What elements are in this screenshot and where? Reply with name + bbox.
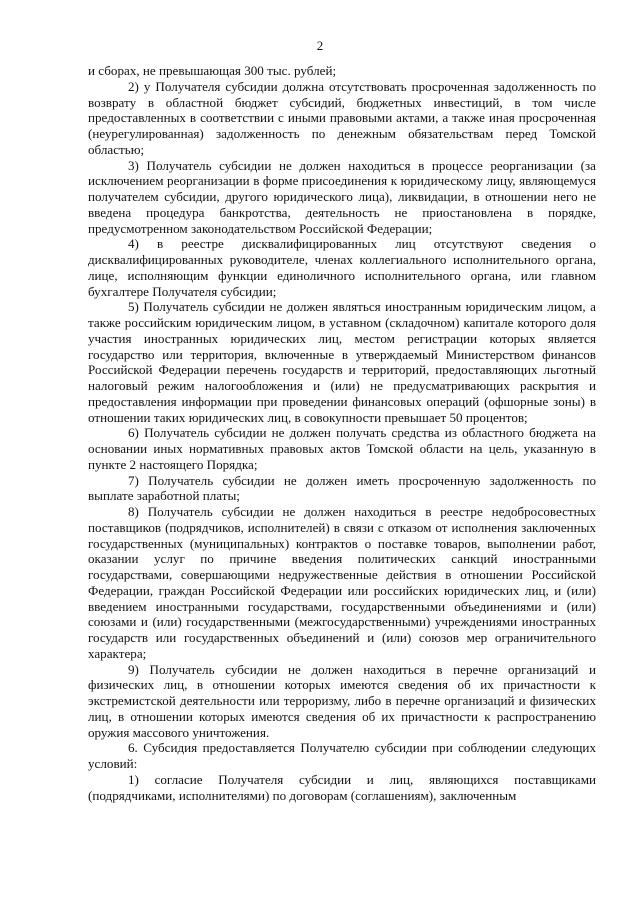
paragraph-item-9: 9) Получатель субсидии не должен находиться в перечне организаций и физических лиц, в отношении которых имеются сведения об их причастности к экстремистской деятельности или терроризму, либо в перечне организаций и физических лиц, в отношении которых имеются сведения об их причастности к распространению оружия массового уничтожения.: [88, 661, 596, 740]
paragraph-section-6: 6. Субсидия предоставляется Получателю субсидии при соблюдении следующих условий:: [88, 740, 596, 771]
paragraph-item-3: 3) Получатель субсидии не должен находиться в процессе реорганизации (за исключением реорганизации в форме присоединения к юридическому лицу, являющемуся получателем субсидии, другого юридического лица), ликвидации, в отношении него не введена процедура банкротства, деятельность не приостановлена в порядке, предусмотренном законодательством Российской Федерации;: [88, 157, 596, 236]
paragraph-item-4: 4) в реестре дисквалифицированных лиц отсутствуют сведения о дисквалифицированных руководителе, членах коллегиального исполнительного органа, лице, исполняющим функции единоличного исполнительного органа, или главном бухгалтере Получателя субсидии;: [88, 236, 596, 299]
paragraph-item-7: 7) Получатель субсидии не должен иметь просроченную задолженность по выплате заработной платы;: [88, 472, 596, 504]
paragraph-item-5: 5) Получатель субсидии не должен являться иностранным юридическим лицом, а также российским юридическим лицом, в уставном (складочном) капитале которого доля участия иностранных юридических лиц, местом регистрации которых является государство или территория, включенные в утверждаемый Министерством финансов Российской Федерации перечень государств и территорий, предоставляющих льготный налоговый режим налогообложения и (или) не предусматривающих раскрытия и предоставления информации при проведении финансовых операций (офшорные зоны) в отношении таких юридических лиц, в совокупности превышает 50 процентов;: [88, 299, 596, 425]
paragraph-condition-1: 1) согласие Получателя субсидии и лиц, являющихся поставщиками (подрядчиками, исполнителями) по договорам (соглашениям), заключенным: [88, 771, 596, 803]
paragraph-item-8: 8) Получатель субсидии не должен находиться в реестре недобросовестных поставщиков (подрядчиков, исполнителей) в связи с отказом от исполнения заключенных государственных (муниципальных) контрактов о поставке товаров, выполнении работ, оказании услуг по причине введения политических санкций иностранными государствами, совершающими недружественные действия в отношении Российской Федерации, граждан Российской Федерации или российских юридических лиц, и (или) введением иностранными государствами, государственными объединениями и (или) союзами и (или) государственными (межгосударственными) учреждениями иностранных государств или государственных объединений и (или) союзов мер ограничительного характера;: [88, 504, 596, 661]
paragraph-item-2: 2) у Получателя субсидии должна отсутствовать просроченная задолженность по возврату в областной бюджет субсидий, бюджетных инвестиций, в том числе предоставленных в соответствии с иными правовыми актами, а также иная просроченная (неурегулированная) задолженность по денежным обязательствам перед Томской областью;: [88, 78, 596, 157]
page-number: 2: [316, 38, 324, 53]
paragraph-tax-continuation: и сборах, не превышающая 300 тыс. рублей;: [88, 63, 337, 78]
paragraph-item-6: 6) Получатель субсидии не должен получать средства из областного бюджета на основании иных нормативных правовых актов Томской области на цель, указанную в пункте 2 настоящего Порядка;: [88, 425, 596, 472]
document-body: [88, 63, 596, 803]
